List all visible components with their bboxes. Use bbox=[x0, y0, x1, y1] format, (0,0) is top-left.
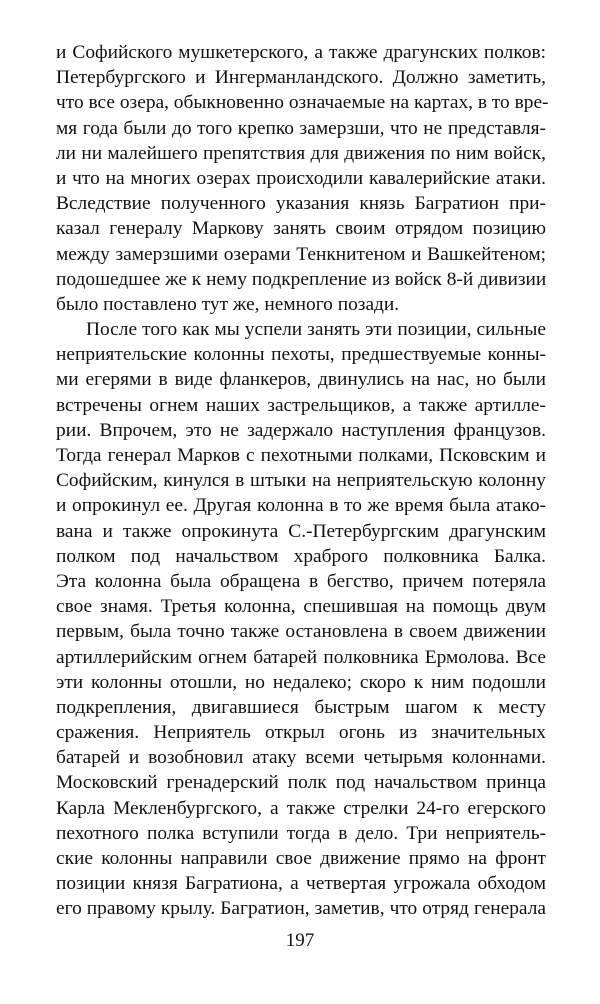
text-line: Московский гренадерский полк под начальством принца bbox=[56, 772, 546, 794]
text-line: Петербургского и Ингерманландского. Должно заметить, bbox=[56, 67, 546, 89]
text-line: казал генералу Маркову занять своим отрядом позицию bbox=[56, 218, 546, 240]
text-line: первым, была точно также остановлена в своем движении bbox=[56, 621, 546, 643]
text-line: артиллерийским огнем батарей полковника Ермолова. Все bbox=[56, 646, 546, 668]
text-line: свое знамя. Третья колонна, спешившая на помощь двум bbox=[56, 596, 546, 618]
text-line: Софийским, кинулся в штыки на неприятельскую колонну bbox=[56, 470, 546, 492]
text-line: Карла Мекленбургского, а также стрелки 24-го егерского bbox=[56, 797, 546, 819]
text-line: ли ни малейшего препятствия для движения по ним войск, bbox=[56, 142, 546, 164]
text-line: эти колонны отошли, но недалеко; скоро к ним подошли bbox=[56, 671, 546, 693]
text-line: было поставлено тут же, немного позади. bbox=[56, 293, 400, 315]
text-line: мя года были до того крепко замерзши, что не представля- bbox=[56, 117, 546, 139]
text-line: и Софийского мушкетерского, а также драгунских полков: bbox=[56, 42, 546, 63]
text-line: ми егерями в виде фланкеров, двинулись на нас, но были bbox=[56, 369, 546, 391]
text-line: рии. Впрочем, это не задержало наступления французов. bbox=[56, 419, 546, 441]
text-line: между замерзшими озерами Тенкнитеном и Вашкейтеном; bbox=[56, 243, 546, 265]
text-line: неприятельские колонны пехоты, предшествуемые конны- bbox=[56, 344, 546, 366]
text-line: и что на многих озерах происходили кавалерийские атаки. bbox=[56, 167, 546, 189]
text-line: что все озера, обыкновенно означаемые на картах, в то вре- bbox=[56, 92, 549, 114]
text-line: подошедшее же к нему подкрепление из войск 8-й дивизии bbox=[56, 268, 547, 290]
paragraph-first-line: После того как мы успели занять эти позиции, сильные bbox=[86, 319, 546, 341]
text-line: полком под начальством храброго полковника Балка. bbox=[56, 545, 546, 567]
text-line: ские колонны направили свое движение прямо на фронт bbox=[56, 848, 546, 869]
page-number: 197 bbox=[285, 930, 315, 951]
text-line: позиции князя Багратиона, а четвертая угрожала обходом bbox=[56, 873, 546, 895]
text-line: сражения. Неприятель открыл огонь из значительных bbox=[56, 722, 546, 744]
text-line: пехотного полка вступили тогда в дело. Три неприятель- bbox=[56, 822, 546, 844]
text-line: и опрокинул ее. Другая колонна в то же время была атако- bbox=[56, 495, 546, 517]
body-text bbox=[56, 40, 549, 922]
text-line: Вследствие полученного указания князь Багратион при- bbox=[56, 193, 546, 215]
text-line: Тогда генерал Марков с пехотными полками, Псковским и bbox=[56, 445, 546, 466]
text-line: его правому крылу. Багратион, заметив, что отряд генерала bbox=[56, 898, 546, 920]
text-line: вана и также опрокинута С.-Петербургским драгунским bbox=[56, 520, 546, 542]
text-line: батарей и возобновил атаку всеми четырьмя колоннами. bbox=[56, 747, 546, 769]
text-line: Эта колонна была обращена в бегство, причем потеряла bbox=[56, 570, 546, 592]
text-line: подкрепления, двигавшиеся быстрым шагом к месту bbox=[56, 696, 546, 718]
text-line: встречены огнем наших застрельщиков, а также артилле- bbox=[56, 394, 546, 416]
